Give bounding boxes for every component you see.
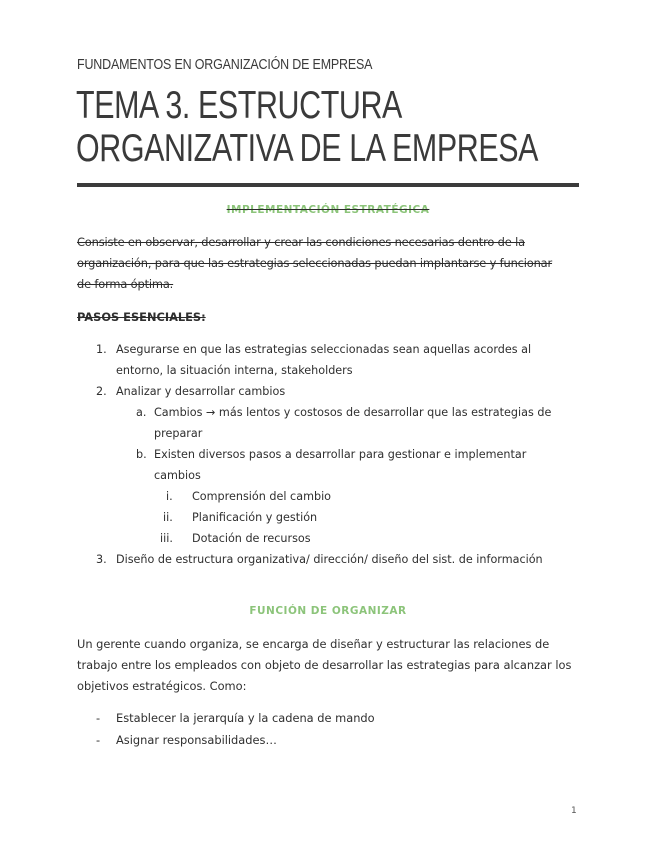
list-number: i. (166, 490, 173, 503)
list-number: b. (136, 448, 147, 461)
list-text: Existen diversos pasos a desarrollar para gestionar e implementar (154, 448, 527, 461)
page-title (76, 84, 538, 170)
section-heading-implementacion: IMPLEMENTACIÓN ESTRATÉGICA (226, 204, 430, 216)
page-number: 1 (571, 806, 577, 816)
section1-paragraph (77, 232, 577, 295)
steps-heading: PASOS ESENCIALES: (77, 310, 206, 324)
paragraph-line: objetivos estratégicos. Como: (77, 679, 247, 693)
list-text: preparar (154, 427, 203, 440)
list-text: Cambios → más lentos y costosos de desarrollar que las estrategias de (154, 406, 552, 419)
list-text: Dotación de recursos (192, 532, 311, 545)
list-text: Asegurarse en que las estrategias seleccionadas sean aquellas acordes al (116, 343, 532, 356)
list-number: 3. (96, 553, 107, 566)
paragraph-line: de forma óptima. (77, 277, 174, 291)
bullet-marker: - (96, 733, 101, 747)
list-number: 1. (96, 343, 107, 356)
section2-paragraph (77, 634, 577, 697)
paragraph-line: trabajo entre los empleados con objeto de desarrollar las estrategias para alcanzar los (77, 658, 572, 672)
title-line-2: ORGANIZATIVA DE LA EMPRESA (76, 127, 539, 170)
bullet-marker: - (96, 711, 101, 725)
title-line-1: TEMA 3. ESTRUCTURA (76, 84, 402, 127)
list-text: entorno, la situación interna, stakeholders (116, 364, 353, 377)
list-text: cambios (154, 469, 201, 482)
course-subtitle: FUNDAMENTOS EN ORGANIZACIÓN DE EMPRESA (77, 57, 373, 73)
paragraph-line: Consiste en observar, desarrollar y crear las condiciones necesarias dentro de la (77, 235, 525, 249)
bullet-text: Establecer la jerarquía y la cadena de mando (116, 711, 375, 725)
list-number: ii. (163, 511, 173, 524)
list-text: Planificación y gestión (192, 511, 318, 524)
paragraph-line: Un gerente cuando organiza, se encarga de diseñar y estructurar las relaciones de (77, 637, 550, 651)
list-number: 2. (96, 385, 107, 398)
list-text: Diseño de estructura organizativa/ dirección/ diseño del sist. de información (116, 553, 543, 566)
list-text: Comprensión del cambio (192, 490, 332, 503)
section-heading-funcion: FUNCIÓN DE ORGANIZAR (249, 605, 407, 617)
list-number: a. (136, 406, 147, 419)
paragraph-line: organización, para que las estrategias seleccionadas puedan implantarse y funcionar (77, 256, 553, 270)
bullet-text: Asignar responsabilidades… (116, 733, 277, 747)
list-text: Analizar y desarrollar cambios (116, 385, 286, 398)
title-underline (77, 183, 579, 187)
list-number: iii. (160, 532, 173, 545)
